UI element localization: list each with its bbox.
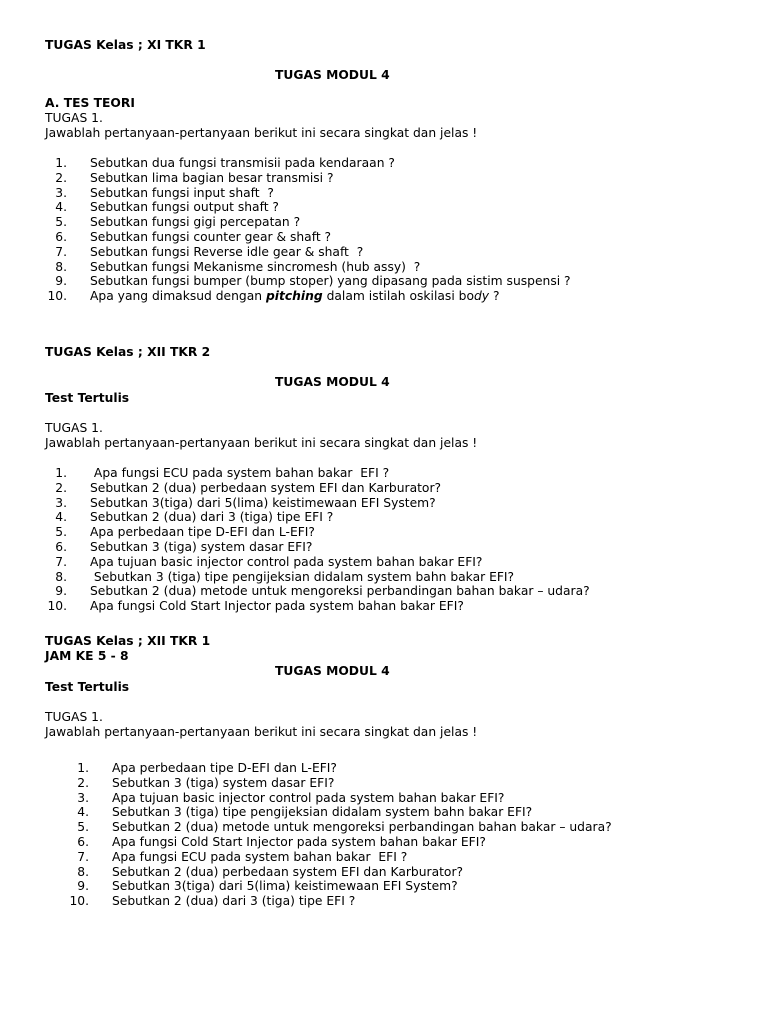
question-number: 3. (55, 185, 67, 200)
question-item (45, 805, 735, 820)
instruction-text: Jawablah pertanyaan-pertanyaan berikut ini secara singkat dan jelas ! (45, 126, 478, 140)
question-item (45, 171, 735, 186)
question-text-part: dy (473, 289, 490, 304)
question-number: 5. (77, 820, 89, 835)
module-title: TUGAS MODUL 4 (275, 68, 390, 82)
question-text-part: ? (489, 289, 500, 304)
section-subtitle: Test Tertulis (45, 391, 130, 405)
question-text: Apa fungsi ECU pada system bahan bakar EFI ? (112, 849, 408, 864)
question-text: Apa perbedaan tipe D-EFI dan L-EFI? (112, 761, 337, 775)
question-number: 1. (77, 761, 89, 775)
question-item (45, 510, 735, 525)
question-text: Sebutkan fungsi Reverse idle gear & shaft ? (90, 244, 364, 259)
question-number: 6. (55, 229, 67, 244)
question-number: 8. (55, 259, 67, 274)
question-number: 6. (55, 539, 67, 554)
question-item (45, 186, 735, 201)
section-xi-tkr-1 (45, 38, 735, 304)
emphasized-term: pitching (265, 289, 323, 304)
question-text: Apa fungsi Cold Start Injector pada system bahan bakar EFI? (112, 834, 486, 849)
question-number: 4. (77, 805, 89, 820)
question-text: Sebutkan 3 (tiga) tipe pengijeksian didalam system bahn bakar EFI? (112, 805, 533, 820)
section-subtitle: Test Tertulis (45, 680, 130, 694)
question-item (45, 776, 735, 791)
tugas-label: TUGAS 1. (45, 421, 103, 435)
question-item (45, 791, 735, 806)
question-item (45, 156, 735, 171)
question-number: 10. (47, 289, 67, 304)
question-item (45, 215, 735, 230)
question-number: 7. (77, 849, 89, 864)
module-title: TUGAS MODUL 4 (275, 375, 390, 389)
question-number: 9. (77, 879, 89, 894)
class-heading: TUGAS Kelas ; XI TKR 1 (45, 38, 206, 52)
question-text: Sebutkan 3(tiga) dari 5(lima) keistimewaan EFI System? (90, 495, 436, 510)
question-text: Sebutkan fungsi gigi percepatan ? (90, 215, 301, 230)
instruction-text: Jawablah pertanyaan-pertanyaan berikut ini secara singkat dan jelas ! (45, 725, 478, 739)
question-text: Apa tujuan basic injector control pada system bahan bakar EFI? (112, 790, 505, 805)
question-text: Sebutkan fungsi counter gear & shaft ? (90, 229, 332, 244)
question-item (45, 274, 735, 289)
question-item (45, 525, 735, 540)
question-text: Sebutkan fungsi output shaft ? (90, 200, 279, 215)
question-text: Apa fungsi ECU pada system bahan bakar EFI ? (90, 466, 390, 480)
tugas-label: TUGAS 1. (45, 111, 103, 125)
question-number: 3. (77, 790, 89, 805)
question-number: 5. (55, 525, 67, 540)
question-item (45, 879, 735, 894)
question-item (45, 835, 735, 850)
question-text-part: dalam istilah oskilasi bo (322, 289, 474, 304)
question-text: Sebutkan 3 (tiga) tipe pengijeksian didalam system bahn bakar EFI? (90, 569, 515, 584)
question-item (45, 584, 735, 599)
question-number: 1. (55, 156, 67, 170)
question-item (45, 260, 735, 275)
question-item (45, 289, 735, 304)
question-number: 9. (55, 274, 67, 289)
question-number: 6. (77, 834, 89, 849)
question-item (45, 481, 735, 496)
question-text: Apa fungsi Cold Start Injector pada system bahan bakar EFI? (90, 599, 464, 614)
question-item (45, 570, 735, 585)
question-text: Sebutkan 3 (tiga) system dasar EFI? (90, 539, 313, 554)
question-text: Sebutkan dua fungsi transmisii pada kendaraan ? (90, 156, 395, 170)
question-item (45, 200, 735, 215)
class-heading: TUGAS Kelas ; XII TKR 1 (45, 634, 211, 648)
question-item (45, 496, 735, 511)
question-text: Sebutkan 2 (dua) perbedaan system EFI dan Karburator? (112, 864, 464, 879)
question-text (90, 289, 500, 304)
question-number: 8. (55, 569, 67, 584)
jam-heading: JAM KE 5 - 8 (45, 649, 129, 663)
section-subtitle: A. TES TEORI (45, 96, 135, 110)
question-item (45, 865, 735, 880)
question-list (45, 156, 735, 304)
question-number: 7. (55, 554, 67, 569)
question-text: Sebutkan 2 (dua) metode untuk mengoreksi perbandingan bahan bakar – udara? (112, 820, 612, 835)
question-text: Sebutkan 3 (tiga) system dasar EFI? (112, 775, 335, 790)
question-number: 7. (55, 244, 67, 259)
question-item (45, 894, 735, 909)
question-text: Sebutkan 2 (dua) dari 3 (tiga) tipe EFI ? (90, 510, 334, 525)
question-number: 9. (55, 584, 67, 599)
question-number: 10. (69, 894, 89, 909)
question-text: Sebutkan 2 (dua) metode untuk mengoreksi perbandingan bahan bakar – udara? (90, 584, 590, 599)
question-item (45, 850, 735, 865)
question-number: 3. (55, 495, 67, 510)
question-text: Apa perbedaan tipe D-EFI dan L-EFI? (90, 525, 315, 540)
question-number: 1. (55, 466, 67, 480)
section-xii-tkr-1 (45, 634, 735, 909)
question-item (45, 599, 735, 614)
question-item (45, 245, 735, 260)
question-text-part: Apa yang dimaksud dengan (90, 289, 266, 304)
question-text: Sebutkan 2 (dua) perbedaan system EFI dan Karburator? (90, 480, 442, 495)
section-xii-tkr-2 (45, 345, 735, 614)
question-item (45, 466, 735, 481)
question-number: 2. (77, 775, 89, 790)
question-number: 2. (55, 480, 67, 495)
question-list (45, 761, 735, 909)
question-number: 2. (55, 170, 67, 185)
question-text: Sebutkan 3(tiga) dari 5(lima) keistimewaan EFI System? (112, 879, 458, 894)
question-item (45, 540, 735, 555)
question-item (45, 555, 735, 570)
question-text: Sebutkan fungsi Mekanisme sincromesh (hub assy) ? (90, 259, 421, 274)
question-number: 8. (77, 864, 89, 879)
instruction-text: Jawablah pertanyaan-pertanyaan berikut ini secara singkat dan jelas ! (45, 436, 478, 450)
module-title: TUGAS MODUL 4 (275, 664, 390, 678)
question-item (45, 820, 735, 835)
question-number: 4. (55, 200, 67, 215)
question-text: Sebutkan fungsi input shaft ? (90, 185, 274, 200)
question-number: 5. (55, 215, 67, 230)
question-text: Sebutkan fungsi bumper (bump stoper) yang dipasang pada sistim suspensi ? (90, 274, 571, 289)
question-text: Sebutkan lima bagian besar transmisi ? (90, 170, 334, 185)
question-item (45, 230, 735, 245)
question-item (45, 761, 735, 776)
class-heading: TUGAS Kelas ; XII TKR 2 (45, 345, 211, 359)
question-number: 10. (47, 599, 67, 614)
question-text: Sebutkan 2 (dua) dari 3 (tiga) tipe EFI ? (112, 894, 356, 909)
tugas-label: TUGAS 1. (45, 710, 103, 724)
question-text: Apa tujuan basic injector control pada system bahan bakar EFI? (90, 554, 483, 569)
question-list (45, 466, 735, 614)
question-number: 4. (55, 510, 67, 525)
